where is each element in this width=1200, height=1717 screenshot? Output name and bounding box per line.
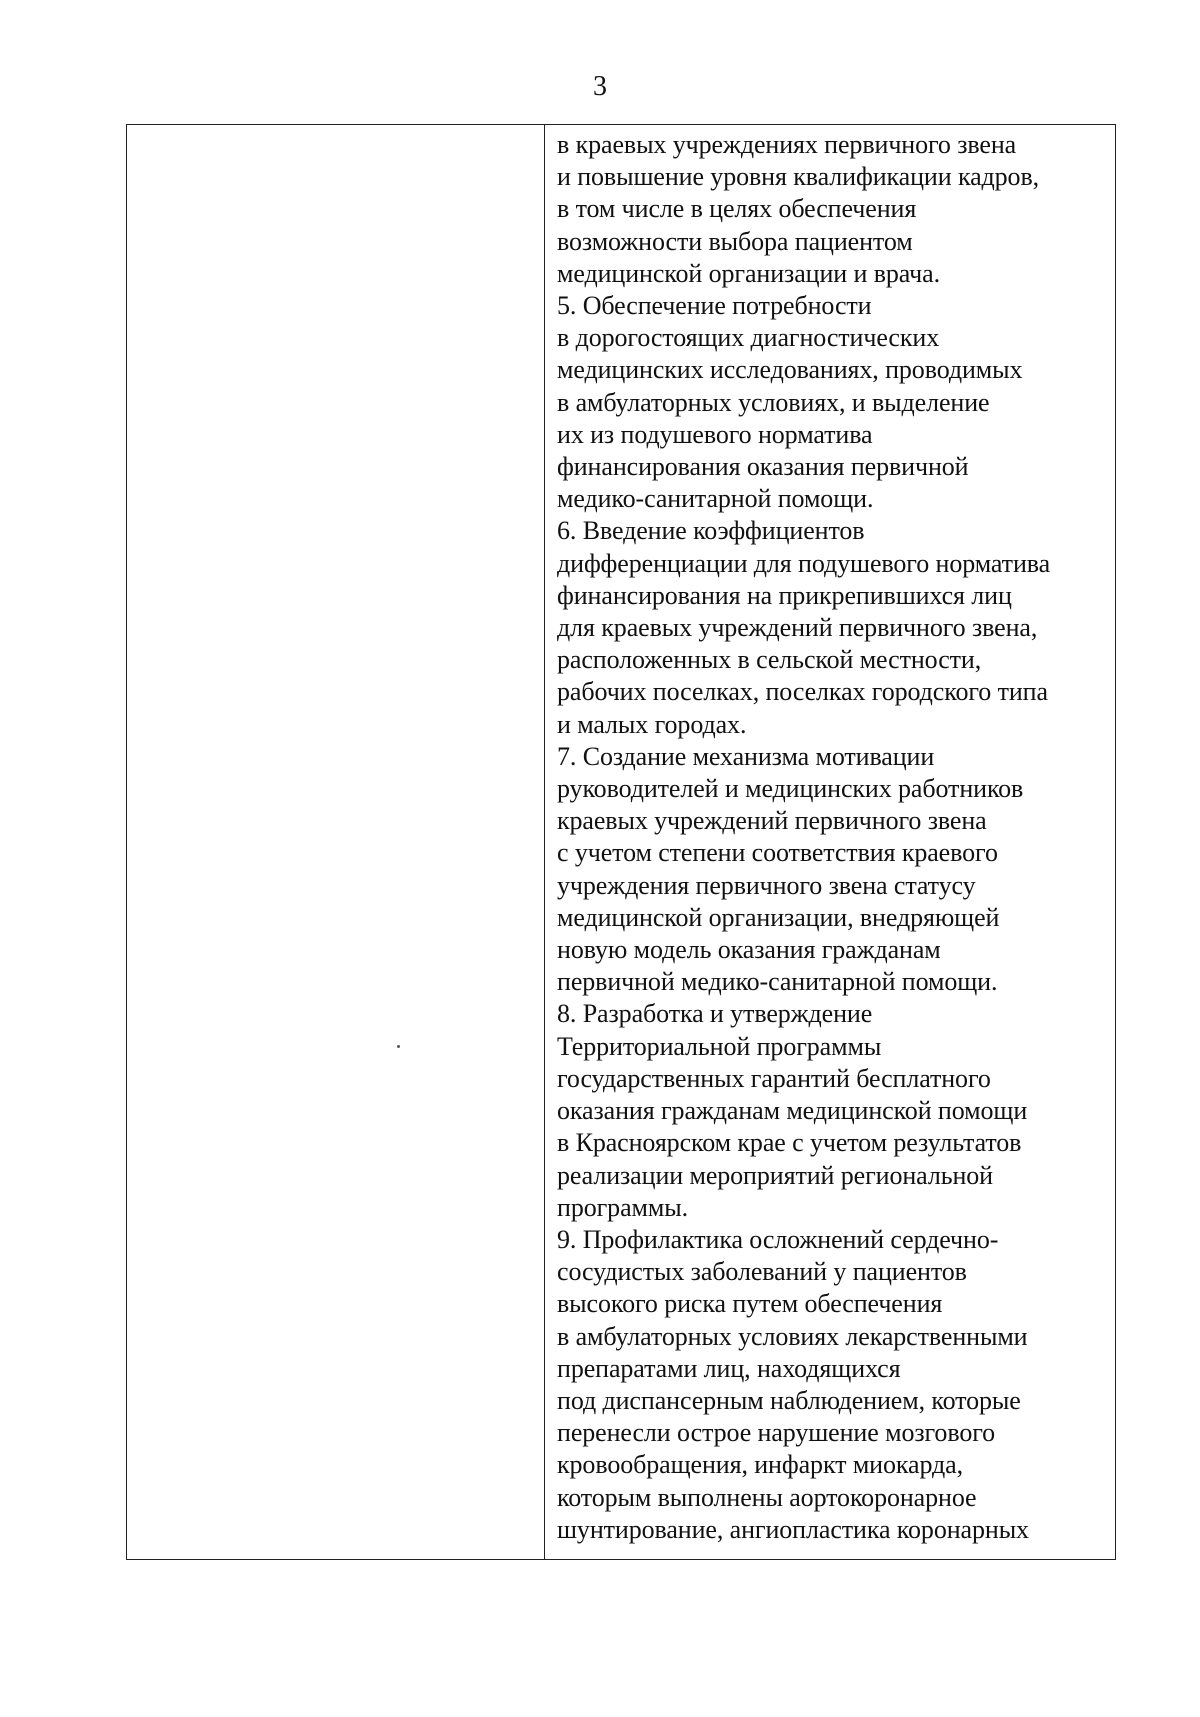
document-table — [126, 124, 1116, 1560]
text-line: в амбулаторных условиях лекарственными — [557, 1321, 1028, 1351]
text-line: в дорогостоящих диагностических — [557, 323, 940, 353]
text-line: медико-санитарной помощи. — [557, 484, 874, 514]
text-line: 7. Создание механизма мотивации — [557, 741, 935, 771]
text-line: в Красноярском крае с учетом результатов — [557, 1128, 1022, 1158]
text-line: оказания гражданам медицинской помощи — [557, 1096, 1028, 1126]
text-line: 6. Введение коэффициентов — [557, 516, 865, 546]
text-line: Территориальной программы — [557, 1031, 882, 1061]
text-line: и малых городах. — [557, 709, 747, 739]
text-line: шунтирование, ангиопластика коронарных — [557, 1514, 1029, 1544]
text-line: дифференциации для подушевого норматива — [557, 548, 1051, 578]
text-line: которым выполнены аортокоронарное — [557, 1482, 977, 1512]
text-line: краевых учреждений первичного звена — [557, 806, 987, 836]
text-line: реализации мероприятий региональной — [557, 1160, 993, 1190]
text-line: первичной медико-санитарной помощи. — [557, 967, 998, 997]
text-line: новую модель оказания гражданам — [557, 935, 941, 965]
text-line: 5. Обеспечение потребности — [557, 291, 872, 321]
scan-speck — [397, 1045, 400, 1048]
text-line: государственных гарантий бесплатного — [557, 1063, 991, 1093]
text-line: для краевых учреждений первичного звена, — [557, 613, 1038, 643]
text-line: рабочих поселках, поселках городского типа — [557, 677, 1048, 707]
text-line: расположенных в сельской местности, — [557, 645, 982, 675]
text-line: препаратами лиц, находящихся — [557, 1353, 901, 1383]
text-line: в амбулаторных условиях, и выделение — [557, 387, 990, 417]
text-line: медицинской организации и врача. — [557, 258, 940, 288]
text-line: и повышение уровня квалификации кадров, — [557, 162, 1040, 192]
text-line: сосудистых заболеваний у пациентов — [557, 1257, 967, 1287]
text-line: их из подушевого норматива — [557, 419, 873, 449]
text-line: возможности выбора пациентом — [557, 226, 913, 256]
text-line: с учетом степени соответствия краевого — [557, 838, 998, 868]
table-left-cell — [127, 125, 545, 1559]
page-number: 3 — [593, 71, 607, 102]
text-line: под диспансерным наблюдением, которые — [557, 1385, 1021, 1415]
text-line: перенесли острое нарушение мозгового — [557, 1418, 996, 1448]
text-line: 8. Разработка и утверждение — [557, 999, 873, 1029]
table-right-cell — [557, 129, 1113, 1546]
text-line: финансирования на прикрепившихся лиц — [557, 580, 1012, 610]
text-line: в краевых учреждениях первичного звена — [557, 130, 1017, 159]
text-line: медицинских исследованиях, проводимых — [557, 355, 1023, 385]
text-line: программы. — [557, 1192, 688, 1222]
text-line: кровообращения, инфаркт миокарда, — [557, 1450, 963, 1480]
text-line: 9. Профилактика осложнений сердечно- — [557, 1224, 999, 1254]
text-line: высокого риска путем обеспечения — [557, 1289, 943, 1319]
text-line: финансирования оказания первичной — [557, 452, 969, 482]
text-line: учреждения первичного звена статусу — [557, 870, 976, 900]
text-line: руководителей и медицинских работников — [557, 774, 1024, 804]
text-line: медицинской организации, внедряющей — [557, 902, 1000, 932]
text-line: в том числе в целях обеспечения — [557, 194, 917, 224]
